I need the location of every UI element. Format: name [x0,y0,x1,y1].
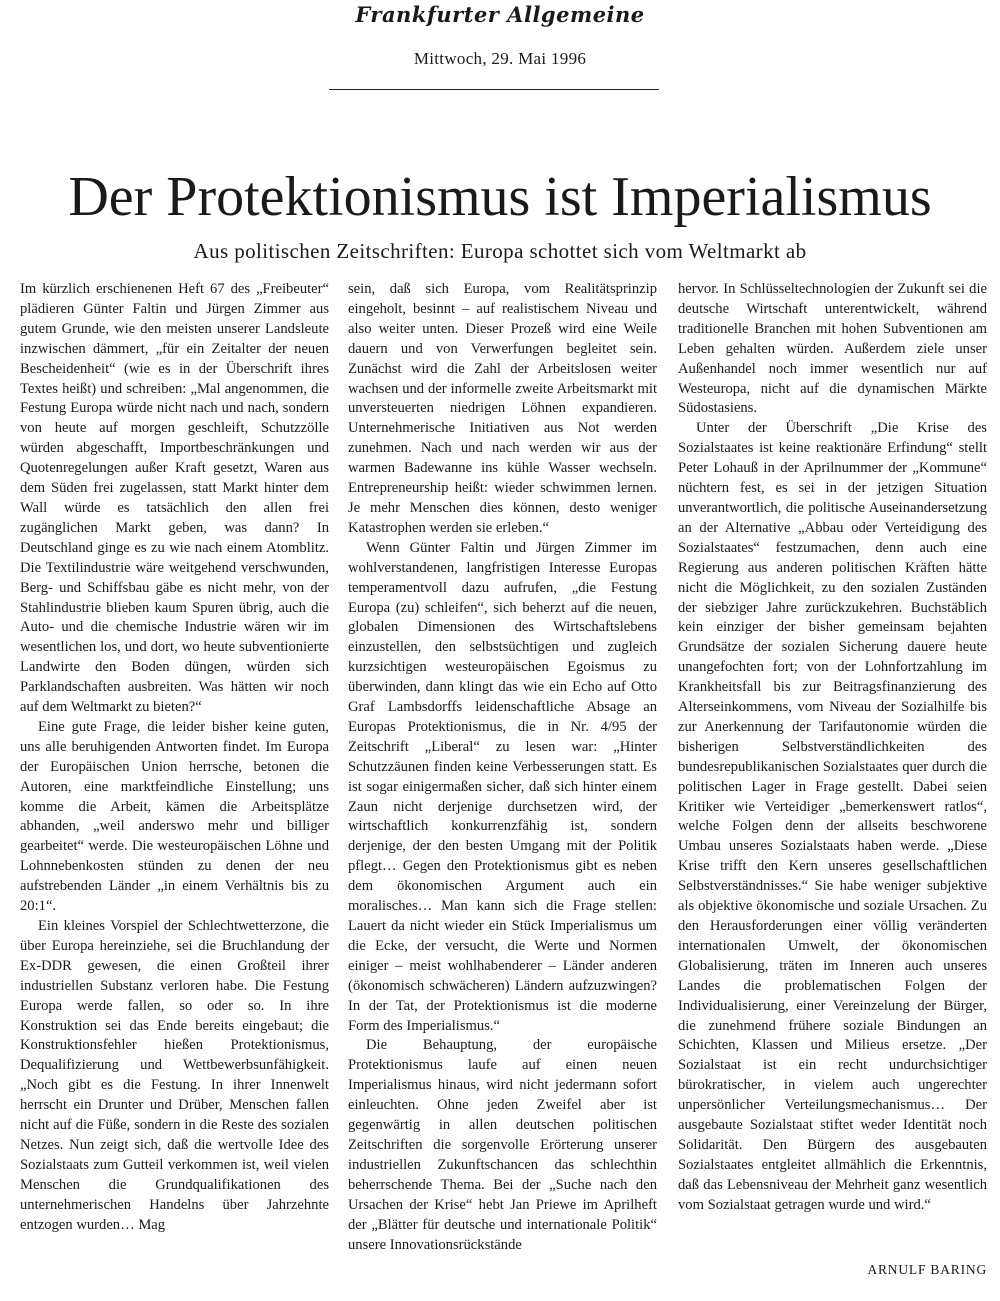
paragraph: Eine gute Frage, die leider bisher keine guten, uns alle beruhigenden Antworten findet. Im Europa der Europäischen Union herrsche, betonen die Autoren, eine marktfeindliche Einstellung; uns komme die Arbeit, kämen die Arbeitsplätze abhanden, „weil anderswo mehr und billiger gearbeitet“ werde. Die westeuropäischen Löhne und Lohnnebenkosten stünden zu denen der neu aufstrebenden Länder „in einem Verhältnis bis zu 20:1“. [20,718,329,915]
masthead-rule [329,89,659,90]
paragraph: Die Behauptung, der europäische Protektionismus laufe auf einen neuen Imperialismus hinaus, wird nicht jedermann sofort einleuchten. Ohne jeden Zweifel aber ist gegenwärtig in allen deutschen politischen Zeitschriften die sorgenvolle Erörterung unserer industriellen Zukunftschancen das schlechthin beherrschende Thema. Bei der „Suche nach den Ursachen der Krise“ hebt Jan Priewe im Aprilheft der „Blätter für deutsche und internationale Politik“ unsere Innovationsrückstände [348,1037,657,1253]
paragraph: sein, daß sich Europa, vom Realitätsprinzip eingeholt, besinnt – auf realistischem Niveau und also weiter unten. Dieser Prozeß wird eine Weile dauern und von Verwerfungen begleitet sein. Zunächst wird die Zahl der Arbeitslosen weiter wachsen und der informelle zweite Arbeitsmarkt mit unversteuerten niedrigen Löhnen expandieren. Unternehmerische Initiativen aus Not werden zunehmen. Nach und nach werden wir aus der warmen Badewanne ins kühle Wasser wechseln. Entrepreneurship heißt: wieder schwimmen lernen. Je mehr Menschen dies können, desto weniger Katastrophen werden sie erleben.“ [348,281,657,536]
paragraph: Im kürzlich erschienenen Heft 67 des „Freibeuter“ plädieren Günter Faltin und Jürgen Zimmer aus gutem Grunde, wie den meisten unserer Landsleute inzwischen dämmert, „für ein Zeitalter der neuen Bescheidenheit“ (wie es in der Überschrift ihres Textes heißt) und schreiben: „Mal angenommen, die Festung Europa würde nicht nach und nach, sondern von heute auf morgen geschleift, Schutzzölle würden abgeschafft, Importbeschränkungen und Quotenregelungen außer Kraft gesetzt, Waren aus dem Süden frei zugelassen, statt Markt hinter dem Wall würde es tatsächlich den allen frei zugänglichen Markt geben, was dann? In Deutschland ginge es zu wie nach einem Atomblitz. Die Textilindustrie wäre weitgehend verschwunden, Berg- und Schiffsbau gäbe es nicht mehr, von der Stahlindustrie blieben kaum Spuren übrig, auch die Auto- und die chemische Industrie wären wir im wesentlichen los, und dort, wo heute subventionierte Landwirte den Boden düngen, würden sich Parklandschaften ausbreiten. Was hätten wir noch auf dem Weltmarkt zu bieten?“ [20,281,329,716]
paragraph: Ein kleines Vorspiel der Schlechtwetterzone, die über Europa hereinziehe, sei die Bruchlandung der Ex-DDR gewesen, die einen Großteil ihrer industriellen Substanz verloren habe. Die Festung Europa werde fallen, so oder so. In ihre Konstruktion sei das Ende bereits eingebaut; die Konstruktionsfehler hießen Protektionismus, Dequalifizierung und Wettbewerbsunfähigkeit. „Noch gibt es die Festung. In ihrer Innenwelt herrscht ein Drunter und Drüber, Menschen fallen nicht auf die Füße, sondern in die Reste des sozialen Netzes. Nun zeigt sich, daß die wertvolle Idee des Sozialstaats zum Gutteil verkommen ist, weil vielen Menschen die Grundqualifikationen des unternehmerischen Handelns über Jahrzehnte entzogen wurden… Mag [20,918,329,1233]
masthead: Frankfurter Allgemeine [355,2,645,27]
paragraph: Unter der Überschrift „Die Krise des Sozialstaates ist keine reaktionäre Erfindung“ stellt Peter Lohauß in der Aprilnummer der „Kommune“ nüchtern fest, es sei in der jetzigen Situation unverantwortlich, die politische Auseinandersetzung an der Alternative „Abbau oder Verteidigung des Sozialstaates“ festzumachen, denn auch eine Regierung aus anderen politischen Kräften hätte nicht die Möglichkeit, zu den sozialen Zuständen der siebziger Jahre zurückzukehren. Buchstäblich kein einziger der bisher gemeinsam bejahten Grundsätze der sozialen Sicherung dauere heute unangefochten fort; von der Lohnfortzahlung im Krankheitsfall bis zur Beitragsfinanzierung des Alterseinkommens, vom Niveau der Sozialhilfe bis zur Anerkennung der Tarifautonomie würden die bisherigen Selbstverständlichkeiten des bundesrepublikanischen Sozialstaates quer durch die politischen Lager in Frage gestellt. Dabei seien Kritiker wie Verteidiger „bemerkenswert ratlos“, welche Folgen denn der allseits beschworene Umbau unseres Sozialstaats haben werde. „Diese Krise trifft den Kern unseres gesellschaftlichen Selbstverständnisses.“ Sie habe weniger subjektive als objektive ökonomische und soziale Ursachen. Zu den Herausforderungen einer völlig veränderten internationalen Umwelt, der ökonomischen Globalisierung, träten im Inneren auch unseres Landes die problematischen Folgen der Individualisierung, einer Vereinzelung der Bürger, die zunehmend frühere soziale Bindungen an Schichten, Klassen und Milieus ersetze. „Der Sozialstaat ist ein recht undurchsichtiger bürokratischer, in vielem auch ungerechter unpersönlicher Verteilungsmechanismus… Der ausgebaute Sozialstaat stiftet weder Identität noch Solidarität. Den Bürgern des ausgebauten Sozialstaates entgleitet allmählich die Erkenntnis, daß das Lebensniveau der Mehrheit ganz wesentlich vom Sozialstaat getragen wurde und wird.“ [678,420,987,1213]
subheadline: Aus politischen Zeitschriften: Europa schottet sich vom Weltmarkt ab [193,239,807,263]
article-column-2 [348,280,657,1255]
article-column-1 [20,280,329,1236]
paragraph: Wenn Günter Faltin und Jürgen Zimmer im wohlverstandenen, langfristigen Interesse Europas temperamentvoll dazu aufrufen, „die Festung Europa (zu) schleifen“, sich beherzt auf die neuen, globalen Dimensionen des Wirtschaftslebens einzustellen, den selbstsüchtigen und zugleich kurzsichtigen westeuropäischen Egoismus zu überwinden, dann klingt das wie ein Echo auf Otto Graf Lambsdorffs leidenschaftliche Absage an Europas Protektionismus, die in Nr. 4/95 der Zeitschrift „Liberal“ zu lesen war: „Hinter Schutzzäunen finden keine Verbesserungen statt. Es ist sogar einigermaßen sicher, daß sich hinter einem Zaun nicht derjenige durchsetzen wird, der wirtschaftlich konkurrenzfähig ist, sondern derjenige, der den besten Umgang mit der Politik pflegt… Gegen den Protektionismus gibt es neben dem ökonomischen Argument auch ein moralisches… Man kann sich die Frage stellen: Lauert da nicht wieder ein Stück Imperialismus um die Ecke, der versucht, die Werte und Normen einiger – meist wohlhabenderer – Länder anderen (ökonomisch schwächeren) Ländern aufzuzwingen? In der Tat, der Protektionismus ist die moderne Form des Imperialismus.“ [348,539,657,1034]
publication-date: Mittwoch, 29. Mai 1996 [413,49,587,68]
author-byline: ARNULF BARING [867,1262,987,1277]
headline: Der Protektionismus ist Imperialismus [68,166,932,228]
paragraph: hervor. In Schlüsseltechnologien der Zukunft sei die deutsche Wirtschaft unterentwickelt, während traditionelle Branchen mit hohen Subventionen am Leben gehalten würden. Außerdem ziele unser Außenhandel noch immer wesentlich nur auf Westeuropa, nicht auf die dynamischen Märkte Südostasiens. [678,281,987,417]
article-column-3 [678,280,987,1216]
